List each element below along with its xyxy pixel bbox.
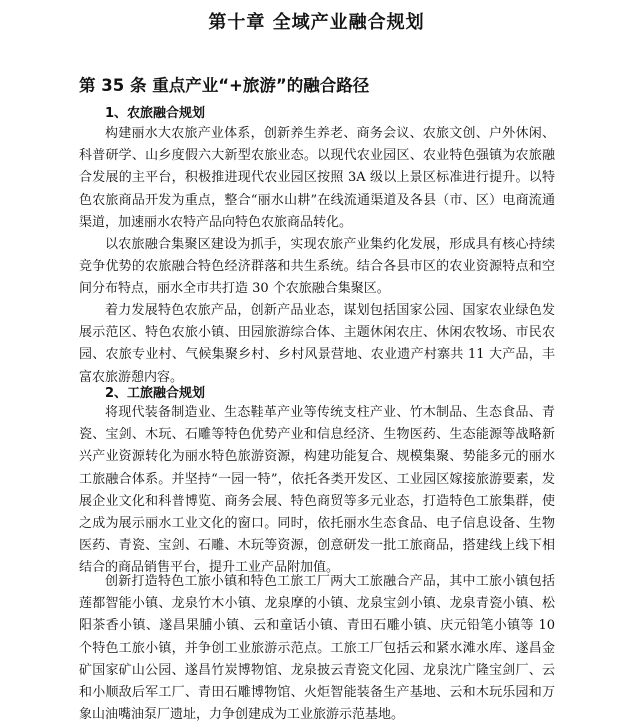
article-title: 第 35 条 重点产业“+旅游”的融合路径 <box>79 76 370 95</box>
chapter-title: 第十章 全域产业融合规划 <box>208 12 425 33</box>
paragraph: 将现代装备制造业、生态鞋革产业等传统支柱产业、竹木制品、生态食品、青瓷、宝剑、木玩、石雕等特色优势产业和信息经济、生物医药、生态能源等战略新兴产业资源转化为丽水特色旅游资源，构建功能复合、规模集聚、势能多元的丽水工旅融合体系。并坚持“一园一特”，依托各类开发区、工业园区嫁接旅游要素，发展企业文化和科普博览、商务会展、特色商贸等多元业态，打造特色工旅集群，使之成为展示丽水工业文化的窗口。同时，依托丽水生态食品、电子信息设备、生物医药、青瓷、宝剑、石雕、木玩等资源，创意研发一批工旅商品，搭建线上线下相结合的商品销售平台，提升工业产品附加值。 <box>79 405 555 576</box>
paragraph: 以农旅融合集聚区建设为抓手，实现农旅产业集约化发展，形成具有核心持续竞争优势的农旅融合特色经济群落和共生系统。结合各县市区的农业资源特点和空间分布特点，丽水全市共打造 30 个农旅融合集聚区。 <box>79 237 555 297</box>
paragraph: 构建丽水大农旅产业体系，创新养生养老、商务会议、农旅文创、户外休闲、科普研学、山乡度假六大新型农旅业态。以现代农业园区、农业特色强镇为农旅融合发展的主平台，积极推进现代农业园区按照 3A 级以上景区标准进行提升。以特色农旅商品开发为重点，整合“丽水山耕”在线流通渠道及各县（市、区）电商流通渠道，加速丽水农特产品向特色农旅商品转化。 <box>79 126 555 230</box>
section-heading-industrial-tourism: 2、工旅融合规划 <box>105 386 206 401</box>
paragraph: 着力发展特色农旅产品，创新产品业态，谋划包括国家公园、国家农业绿色发展示范区、特色农旅小镇、田园旅游综合体、主题休闲农庄、休闲农牧场、市民农园、农旅专业村、气候集聚乡村、乡村风景营地、农业遗产村寨共 11 大产品，丰富农旅游憩内容。 <box>79 303 555 385</box>
section-heading-agritourism: 1、农旅融合规划 <box>105 106 206 121</box>
paragraph: 创新打造特色工旅小镇和特色工旅工厂两大工旅融合产品，其中工旅小镇包括莲都智能小镇、龙泉竹木小镇、龙泉摩的小镇、龙泉宝剑小镇、龙泉青瓷小镇、松阳茶香小镇、遂昌果脯小镇、云和童话小镇、青田石雕小镇、庆元铅笔小镇等 10 个特色工旅小镇，并争创工业旅游示范点。工旅工厂包括云和紧水滩水库、遂昌金矿国家矿山公园、遂昌竹炭博物馆、龙泉披云青瓷文化园、龙泉沈广隆宝剑厂、云和小顺敌后军工厂、青田石雕博物馆、火炬智能装备生产基地、云和木玩乐园和万象山油嘴油泵厂遗址，力争创建成为工业旅游示范基地。 <box>79 574 555 723</box>
